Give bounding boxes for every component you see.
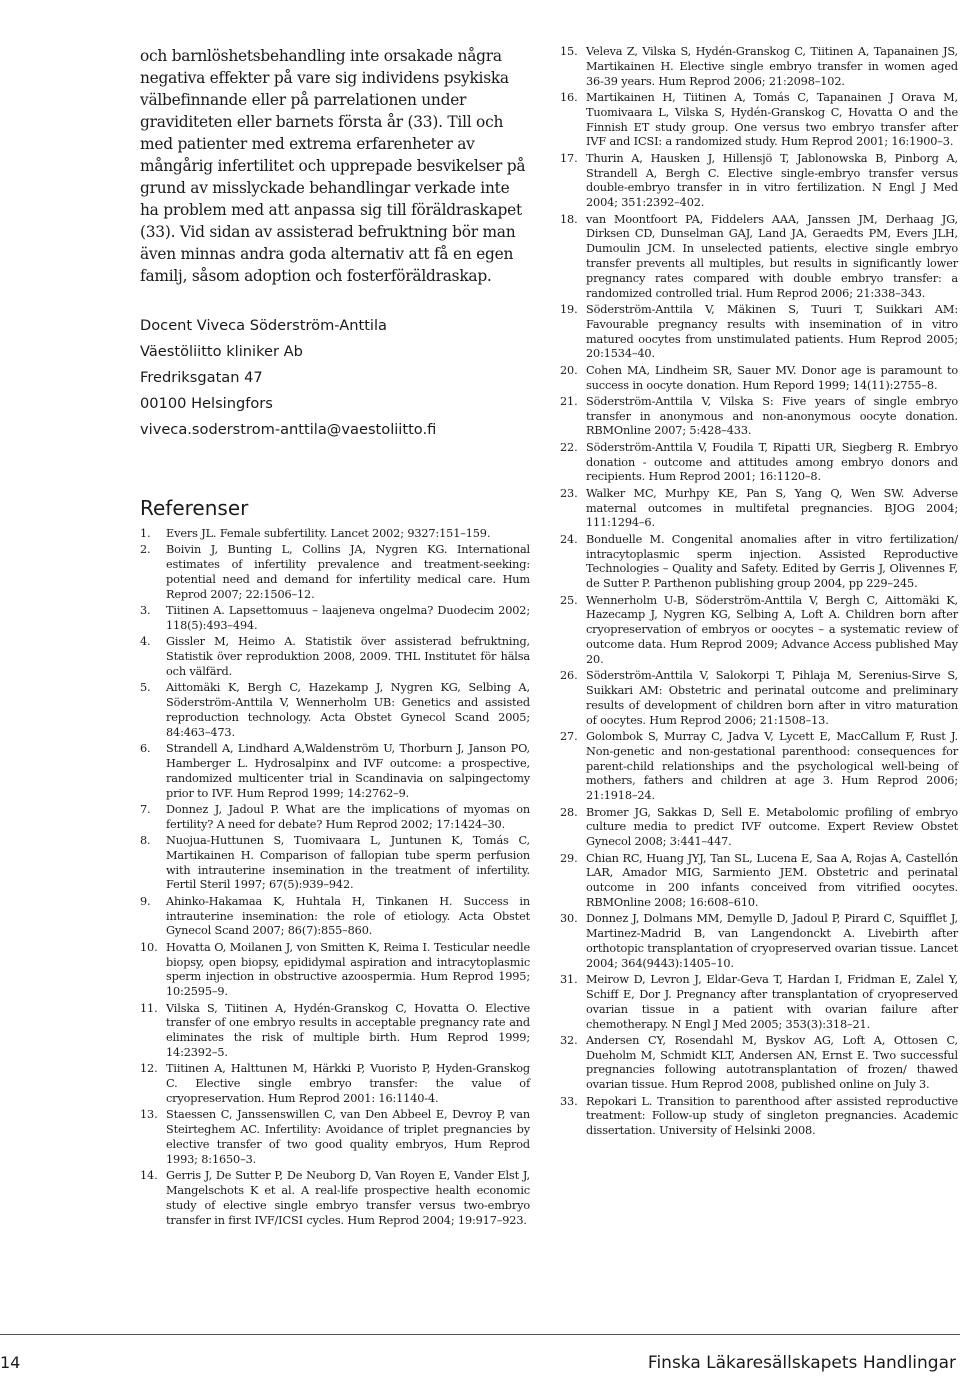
reference-number: 8. bbox=[140, 834, 151, 848]
reference-number: 28. bbox=[560, 805, 578, 819]
reference-number: 31. bbox=[560, 973, 578, 987]
reference-text: Tiitinen A, Halttunen M, Härkki P, Vuoristo P, Hyden-Granskog C. Elective single embryo transfer: the value of cryopreservation. Hum Reprod 2001: 16:1140-4. bbox=[166, 1062, 530, 1106]
reference-text: van Moontfoort PA, Fiddelers AAA, Janssen JM, Derhaag JG, Dirksen CD, Dunselman GAJ, Land JA, Geraedts PM, Evers JLH, Dumoulin JCM. In unselected patients, elective single embryo transfer prevents all multiples, but results in significantly lower pregnancy rates compared with double embryo transfer: a randomized controlled trial. Hum Reprod 2006; 21:338–343. bbox=[586, 212, 958, 300]
reference-item bbox=[140, 604, 530, 634]
reference-number: 23. bbox=[560, 486, 578, 500]
reference-number: 15. bbox=[560, 45, 578, 58]
reference-number: 16. bbox=[560, 90, 578, 104]
reference-number: 14. bbox=[140, 1169, 158, 1183]
author-street: Fredriksgatan 47 bbox=[140, 369, 263, 386]
reference-text: Nuojua-Huttunen S, Tuomivaara L, Juntunen K, Tomás C, Martikainen H. Comparison of fallopian tube sperm perfusion with intrauterine insemination in the treatment of infertility. Fertil Steril 1997; 67(5):939–942. bbox=[166, 834, 530, 892]
reference-item bbox=[560, 364, 958, 394]
reference-number: 6. bbox=[140, 742, 151, 756]
reference-number: 26. bbox=[560, 669, 578, 683]
reference-item bbox=[560, 806, 958, 850]
reference-number: 2. bbox=[140, 543, 151, 557]
reference-text: Donnez J, Dolmans MM, Demylle D, Jadoul P, Pirard C, Squifflet J, Martinez-Madrid B, van Langendonckt A. Livebirth after orthotopic transplantation of cryopreserved ovarian tissue. Lancet 2004; 364(9443):1405–10. bbox=[586, 912, 958, 970]
reference-number: 9. bbox=[140, 894, 151, 908]
reference-text: Hovatta O, Moilanen J, von Smitten K, Reima I. Testicular needle biopsy, open biopsy, epididymal aspiration and intracytoplasmic sperm injection in obstructive azoospermia. Hum Reprod 1995; 10:2595–9. bbox=[166, 940, 530, 999]
page-footer bbox=[0, 1334, 960, 1389]
reference-text: Söderström-Anttila V, Mäkinen S, Tuuri T, Suikkari AM: Favourable pregnancy results with insemination of in vitro matured oocytes from unstimulated patients. Hum Reprod 2005; 20:1534–40. bbox=[586, 302, 958, 361]
reference-item bbox=[140, 543, 530, 602]
reference-item bbox=[560, 395, 958, 439]
reference-text: Wennerholm U-B, Söderström-Anttila V, Bergh C, Aittomäki K, Hazecamp J, Nygren KG, Selbing A, Loft A. Children born after cryopreservation of embryos or oocytes – a systematic review of outcome data. Hum Reprod 2009; Advance Access published May 20. bbox=[586, 593, 958, 666]
reference-number: 17. bbox=[560, 151, 578, 165]
author-organization: Väestöliitto kliniker Ab bbox=[140, 343, 303, 360]
reference-item bbox=[560, 669, 958, 728]
reference-text: Donnez J, Jadoul P. What are the implications of myomas on fertility? A need for debate? Hum Reprod 2002; 17:1424–30. bbox=[166, 802, 530, 831]
journal-title: Finska Läkaresällskapets Handlingar bbox=[647, 1353, 956, 1373]
reference-number: 19. bbox=[560, 302, 578, 316]
reference-number: 33. bbox=[560, 1094, 578, 1108]
reference-number: 11. bbox=[140, 1001, 158, 1015]
reference-number: 24. bbox=[560, 532, 578, 546]
page-number: 14 bbox=[0, 1353, 21, 1372]
reference-text: Vilska S, Tiitinen A, Hydén-Granskog C, Hovatta O. Elective transfer of one embryo results in acceptable pregnancy rate and eliminates the risk of multiple birth. Hum Reprod 1999; 14:2392–5. bbox=[166, 1001, 530, 1060]
reference-item bbox=[140, 895, 530, 939]
reference-text: Evers JL. Female subfertility. Lancet 2002; 9327:151–159. bbox=[166, 527, 491, 540]
reference-text: Walker MC, Murhpy KE, Pan S, Yang Q, Wen SW. Adverse maternal outcomes in multifetal pregnancies. BJOG 2004; 111:1294–6. bbox=[586, 486, 958, 530]
reference-text: Ahinko-Hakamaa K, Huhtala H, Tinkanen H. Success in intrauterine insemination: the role of etiology. Acta Obstet Gynecol Scand 2007; 86(7):855–860. bbox=[166, 894, 530, 938]
author-name: Docent Viveca Söderström-Anttila bbox=[140, 317, 387, 334]
reference-item bbox=[560, 441, 958, 485]
reference-item bbox=[140, 1062, 530, 1106]
reference-number: 27. bbox=[560, 729, 578, 743]
reference-number: 25. bbox=[560, 593, 578, 607]
reference-text: Boivin J, Bunting L, Collins JA, Nygren KG. International estimates of infertility prevalence and treatment-seeking: potential need and demand for infertility medical care. Hum Reprod 2007; 22:1506–12. bbox=[166, 543, 530, 601]
reference-item bbox=[560, 303, 958, 362]
reference-item bbox=[560, 152, 958, 211]
reference-item bbox=[560, 730, 958, 804]
reference-number: 7. bbox=[140, 802, 151, 816]
reference-item bbox=[140, 1108, 530, 1167]
reference-item bbox=[140, 1002, 530, 1061]
reference-text: Chian RC, Huang JYJ, Tan SL, Lucena E, Saa A, Rojas A, Castellón LAR, Amador MIG, Sarmiento JEM. Obstetric and perinatal outcome in 200 infants conceived from vitrified oocytes. RBMOnline 2008; 16:608–610. bbox=[586, 851, 958, 909]
reference-item bbox=[140, 681, 530, 740]
reference-item bbox=[560, 533, 958, 592]
reference-text: Bromer JG, Sakkas D, Sell E. Metabolomic profiling of embryo culture media to predict IVF outcome. Expert Review Obstet Gynecol 2008; 3:441–447. bbox=[586, 805, 958, 849]
reference-text: Söderström-Anttila V, Foudila T, Ripatti UR, Siegberg R. Embryo donation - outcome and attitudes among embryo donors and recipients. Hum Reprod 2001; 16:1120–8. bbox=[586, 440, 958, 484]
reference-text: Staessen C, Janssenswillen C, van Den Abbeel E, Devroy P, van Steirteghem AC. Infertility: Avoidance of triplet pregnancies by elective transfer of two good quality embryos, Hum Reprod 1993; 8:1650–3. bbox=[166, 1108, 530, 1166]
reference-item bbox=[560, 91, 958, 150]
reference-number: 3. bbox=[140, 604, 151, 618]
reference-item bbox=[560, 213, 958, 302]
reference-number: 12. bbox=[140, 1062, 158, 1076]
reference-number: 22. bbox=[560, 440, 578, 454]
reference-number: 32. bbox=[560, 1033, 578, 1047]
reference-number: 21. bbox=[560, 394, 578, 408]
author-address bbox=[140, 313, 530, 443]
reference-number: 30. bbox=[560, 912, 578, 926]
reference-text: Gissler M, Heimo A. Statistik över assisterad befruktning, Statistik över reproduktion 2008, 2009. THL Institutet för hälsa och välfärd. bbox=[166, 635, 530, 678]
reference-item bbox=[140, 834, 530, 893]
references-heading: Referenser bbox=[140, 496, 249, 520]
reference-item bbox=[140, 941, 530, 1000]
reference-item bbox=[140, 1169, 530, 1228]
reference-item bbox=[560, 973, 958, 1032]
reference-text: Repokari L. Transition to parenthood after assisted reproductive treatment: Follow-up study of singleton pregnancies. Academic dissertation. University of Helsinki 2008. bbox=[586, 1094, 958, 1138]
reference-item bbox=[140, 635, 530, 679]
reference-text: Söderström-Anttila V, Vilska S: Five years of single embryo transfer in anonymous and non-anonymous oocyte donation. RBMOnline 2007; 5:428–433. bbox=[586, 394, 958, 438]
right-column bbox=[560, 45, 958, 1141]
reference-item bbox=[560, 594, 958, 668]
reference-item bbox=[560, 1034, 958, 1093]
reference-number: 18. bbox=[560, 212, 578, 226]
reference-number: 1. bbox=[140, 527, 151, 540]
reference-item bbox=[560, 45, 958, 89]
reference-text: Golombok S, Murray C, Jadva V, Lycett E, MacCallum F, Rust J. Non-genetic and non-gestational parenthood: consequences for parent-child relationships and the psychological well-being of mothers, fathers and children at age 3. Hum Reprod 2006; 21:1918–24. bbox=[586, 729, 958, 803]
author-email[interactable]: viveca.soderstrom-anttila@vaestoliitto.fi bbox=[140, 421, 437, 438]
reference-item bbox=[140, 803, 530, 833]
reference-list-left bbox=[140, 527, 530, 1228]
reference-text: Thurin A, Hausken J, Hillensjö T, Jablonowska B, Pinborg A, Strandell A, Bergh C. Elective single-embryo transfer versus double-embryo transfer in in vitro fertilization. N Engl J Med 2004; 351:2392–402. bbox=[586, 151, 958, 210]
reference-item bbox=[560, 852, 958, 911]
author-city: 00100 Helsingfors bbox=[140, 395, 273, 412]
reference-text: Cohen MA, Lindheim SR, Sauer MV. Donor age is paramount to success in oocyte donation. Hum Repord 1999; 14(11):2755–8. bbox=[586, 363, 958, 392]
reference-number: 20. bbox=[560, 363, 578, 377]
reference-text: Veleva Z, Vilska S, Hydén-Granskog C, Tiitinen A, Tapanainen JS, Martikainen H. Elective single embryo transfer in women aged 36-39 years. Hum Reprod 2006; 21:2098–102. bbox=[586, 45, 958, 88]
body-paragraph: och barnlöshetsbehandling inte orsakade några negativa effekter på vare sig individens psykiska välbefinnande eller på parrelationen under graviditeten eller barnets första år (33). Till och med patienter med extrema erfarenheter av mångårig infertilitet och upprepade besvikelser på grund av misslyckade behandlingar verkade inte ha problem med att anpassa sig till föräldraskapet (33). Vid sidan av assisterad befruktning bör man även minnas andra goda alternativ att få en egen familj, såsom adoption och fosterföräldraskap. bbox=[140, 47, 526, 285]
left-column bbox=[140, 45, 530, 1230]
reference-text: Strandell A, Lindhard A,Waldenström U, Thorburn J, Janson PO, Hamberger L. Hydrosalpinx and IVF outcome: a prospective, randomized multicenter trial in Scandinavia on salpingectomy prior to IVF. Hum Reprod 1999; 14:2762–9. bbox=[166, 742, 530, 800]
reference-text: Aittomäki K, Bergh C, Hazekamp J, Nygren KG, Selbing A, Söderström-Anttila V, Wennerholm UB: Genetics and assisted reproduction technology. Acta Obstet Gynecol Scand 2005; 84:463–473. bbox=[166, 681, 530, 739]
reference-number: 10. bbox=[140, 940, 158, 954]
reference-list-right bbox=[560, 45, 958, 1139]
reference-text: Meirow D, Levron J, Eldar-Geva T, Hardan I, Fridman E, Zalel Y, Schiff E, Dor J. Pregnancy after transplantation of cryopreserved ovarian tissue in a patient with ovarian failure after chemotherapy. N Engl J Med 2005; 353(3):318–21. bbox=[586, 973, 958, 1031]
reference-item bbox=[140, 527, 530, 542]
reference-item bbox=[560, 487, 958, 531]
reference-number: 4. bbox=[140, 635, 151, 649]
reference-number: 13. bbox=[140, 1108, 158, 1122]
reference-item bbox=[140, 742, 530, 801]
reference-item bbox=[560, 1095, 958, 1139]
reference-text: Martikainen H, Tiitinen A, Tomás C, Tapanainen J Orava M, Tuomivaara L, Vilska S, Hydén-Granskog C, Hovatta O and the Finnish ET study group. One versus two embryo transfer after IVF and ICSI: a randomized study. Hum Reprod 2001; 16:1900–3. bbox=[586, 90, 958, 149]
reference-text: Andersen CY, Rosendahl M, Byskov AG, Loft A, Ottosen C, Dueholm M, Schmidt KLT, Andersen AN, Ernst E. Two successful pregnancies following autotransplantation of frozen/ thawed ovarian tissue. Hum Reprod 2008, published online on July 3. bbox=[586, 1033, 958, 1092]
reference-text: Tiitinen A. Lapsettomuus – laajeneva ongelma? Duodecim 2002; 118(5):493–494. bbox=[166, 604, 530, 632]
reference-text: Bonduelle M. Congenital anomalies after in vitro fertilization/ intracytoplasmic sperm injection. Assisted Reproductive Technologies – Quality and Safety. Edited by Gerris J, Olivennes F, de Sutter P. Parthenon publishing group 2004, pp 229–245. bbox=[586, 532, 958, 591]
reference-item bbox=[560, 912, 958, 971]
reference-number: 5. bbox=[140, 681, 151, 695]
reference-text: Söderström-Anttila V, Salokorpi T, Pihlaja M, Serenius-Sirve S, Suikkari AM: Obstetric and perinatal outcome and preliminary results of development of children born after in vitro maturation of oocytes. Hum Reprod 2006; 21:1508–13. bbox=[586, 669, 958, 727]
reference-number: 29. bbox=[560, 851, 578, 865]
reference-text: Gerris J, De Sutter P, De Neuborg D, Van Royen E, Vander Elst J, Mangelschots K et al. A real-life prospective health economic study of elective single embryo transfer versus two-embryo transfer in first IVF/ICSI cycles. Hum Reprod 2004; 19:917–923. bbox=[166, 1169, 530, 1227]
